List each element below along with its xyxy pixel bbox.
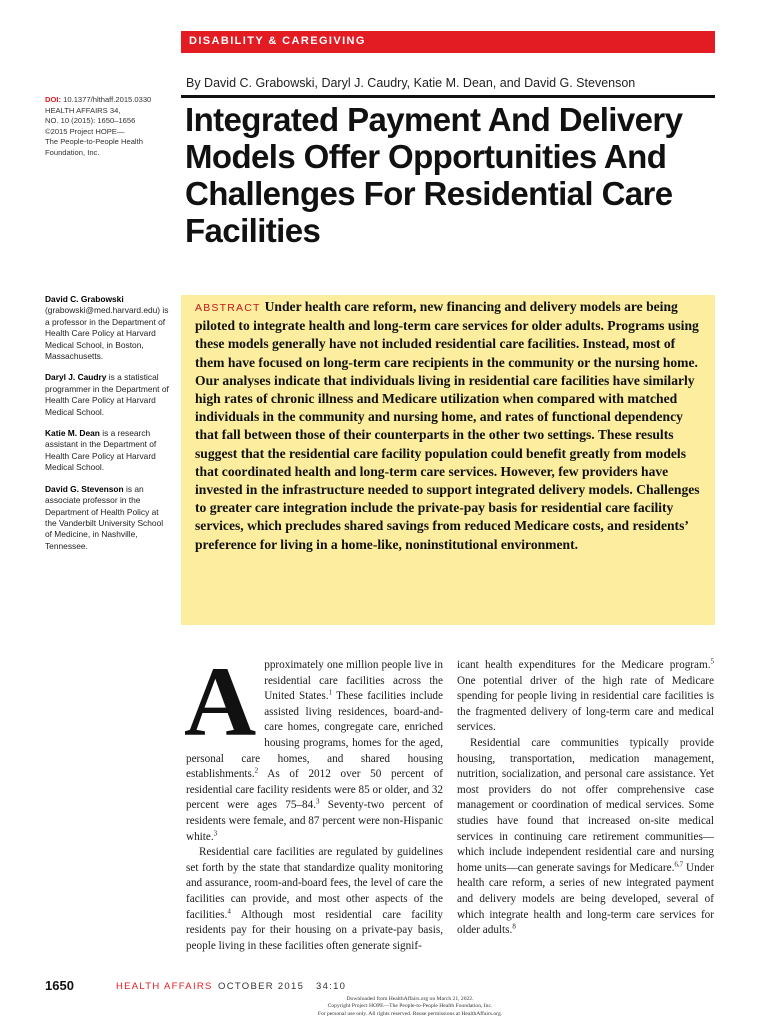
- publisher-line: The People-to-People Health Foundation, Inc.: [45, 137, 143, 157]
- body-column-2: [457, 658, 714, 939]
- author-description: is a research assistant in the Department of Health Care Policy at Harvard Medical School.: [45, 428, 157, 473]
- author-name: Katie M. Dean: [45, 428, 100, 439]
- citation[interactable]: 8: [512, 922, 516, 931]
- download-line: Copyright Project HOPE—The People-to-People Health Foundation, Inc.: [327, 1003, 493, 1010]
- page-number: 1650: [45, 978, 74, 993]
- citation[interactable]: 3: [213, 828, 218, 837]
- body-text: As of 2012 over 50 percent of residential care facility residents were 85 or older, and 32 percent were ages 75–84.: [186, 768, 443, 812]
- abstract-text: Under health care reform, new financing and delivery models are being piloted to integrate health and long-term care services for older adults. Programs using these models generally have not included residential care facilities. Instead, most of them have focused on long-term care recipients in the community or the nursing home. Our analyses indicate that individuals living in residential care facilities have similarly high rates of chronic illness and Medicare utilization when compared with matched individuals in the community and nursing home, and rates of functional dependency that fall between those of their counterparts in the other two settings. These results suggest that the residential care facility population could benefit greatly from models that coordinated health and long-term care services. However, few providers have invested in the infrastructure needed to support integrated delivery models. Challenges to greater care integration include the private-pay basis for residential care facility services, which precludes shared savings from reduced Medicare costs, and residents’ preference for living in a home-like, noninstitutional environment.: [195, 299, 700, 552]
- article-title: Integrated Payment And Delivery Models Offer Opportunities And Challenges For Residential Care Facilities: [185, 101, 683, 249]
- article-metadata: [45, 95, 175, 158]
- author-bio: [45, 428, 172, 474]
- body-text: Although most residential care facility residents pay for their housing on a private-pay basis, people living in these facilities often generate signif-: [186, 908, 443, 952]
- journal-line: HEALTH AFFAIRS 34,: [45, 105, 121, 115]
- doi-link[interactable]: 10.1377/hlthaff.2015.0330: [63, 95, 152, 104]
- body-text: These facilities include assisted living residences, board-and-care homes, congregate care, enriched housing programs, homes for the aged, personal care homes, and shared housing establishments.: [186, 690, 443, 781]
- author-bio: [45, 294, 172, 362]
- abstract-paragraph: [195, 298, 705, 554]
- citation[interactable]: 5: [710, 657, 714, 666]
- abstract-label: ABSTRACT: [195, 302, 261, 314]
- body-column-1: [184, 646, 443, 954]
- section-banner: [181, 31, 715, 53]
- author-description: is a statistical programmer in the Department of Health Care Policy at Harvard Medical School.: [45, 372, 169, 417]
- author-bio: [45, 372, 172, 418]
- body-text: icant health expenditures for the Medicare program.: [457, 659, 711, 671]
- author-name: David C. Grabowski: [45, 294, 124, 304]
- citation[interactable]: 2: [254, 766, 259, 775]
- download-notice: [300, 996, 520, 1018]
- title-rule: [181, 95, 715, 98]
- citation[interactable]: 4: [227, 906, 231, 915]
- body-text: pproximately one million people live in residential care facilities across the United States.: [264, 659, 443, 703]
- citation[interactable]: 6,7: [674, 859, 684, 868]
- drop-cap: A: [184, 646, 257, 757]
- body-text: Seventy-two percent of residents were female, and 87 percent were non-Hispanic white.: [186, 799, 443, 843]
- section-label: DISABILITY & CAREGIVING: [189, 35, 366, 47]
- author-description: is an associate professor in the Department of Health Policy at the Vanderbilt University School of Medicine, in Nashville, Tennessee.: [45, 483, 164, 551]
- download-line: For personal use only. All rights reserved. Reuse permissions at HealthAffairs.org.: [317, 1010, 503, 1017]
- doi-label: DOI:: [45, 95, 62, 104]
- body-paragraph: [186, 845, 443, 954]
- body-paragraph: [457, 658, 714, 736]
- footer-journal-name: HEALTH AFFAIRS: [116, 981, 213, 992]
- author-name: David G. Stevenson: [45, 483, 124, 494]
- body-text: Under health care reform, a series of new integrated payment and delivery models are being developed, several of which integrate health and long-term care services for older adults.: [457, 861, 714, 937]
- issue-line: NO. 10 (2015): 1650–1656: [45, 116, 136, 125]
- author-description: (grabowski@med.harvard.edu) is a professor in the Department of Health Care Policy at Harvard Medical School, in Boston, Massachusetts.: [45, 305, 169, 362]
- body-text: One potential driver of the high rate of Medicare spending for people living in residential care facilities is the fragmented delivery of long-term care and medical services.: [457, 674, 714, 734]
- citation[interactable]: 3: [316, 797, 320, 806]
- abstract-box: [181, 295, 715, 625]
- footer-issue: OCTOBER 2015 34:10: [218, 981, 347, 992]
- citation[interactable]: 1: [328, 688, 333, 697]
- body-text: Residential care communities typically provide housing, transportation, medication management, nutrition, socialization, and personal care assistance. Yet most providers do not offer comprehensive case management or coordination of medical services. Some studies have found that increased on-site medical services in continuing care retirement communities—which include independent residential care and nursing home units—can generate savings for Medicare.: [457, 736, 714, 874]
- author-bio: [45, 484, 172, 552]
- body-text: Residential care facilities are regulated by guidelines set forth by the state that standardize quality monitoring and assurance, room-and-board fees, the level of care the facilities can provide, and most other aspects of the facilities.: [186, 846, 443, 921]
- download-line: Downloaded from HealthAffairs.org on March 21, 2022.: [346, 996, 474, 1002]
- body-paragraph: [457, 736, 714, 939]
- byline: By David C. Grabowski, Daryl J. Caudry, Katie M. Dean, and David G. Stevenson: [186, 76, 636, 90]
- copyright-line: ©2015 Project HOPE—: [45, 126, 125, 136]
- author-bios: [45, 294, 172, 562]
- author-name: Daryl J. Caudry: [45, 372, 107, 383]
